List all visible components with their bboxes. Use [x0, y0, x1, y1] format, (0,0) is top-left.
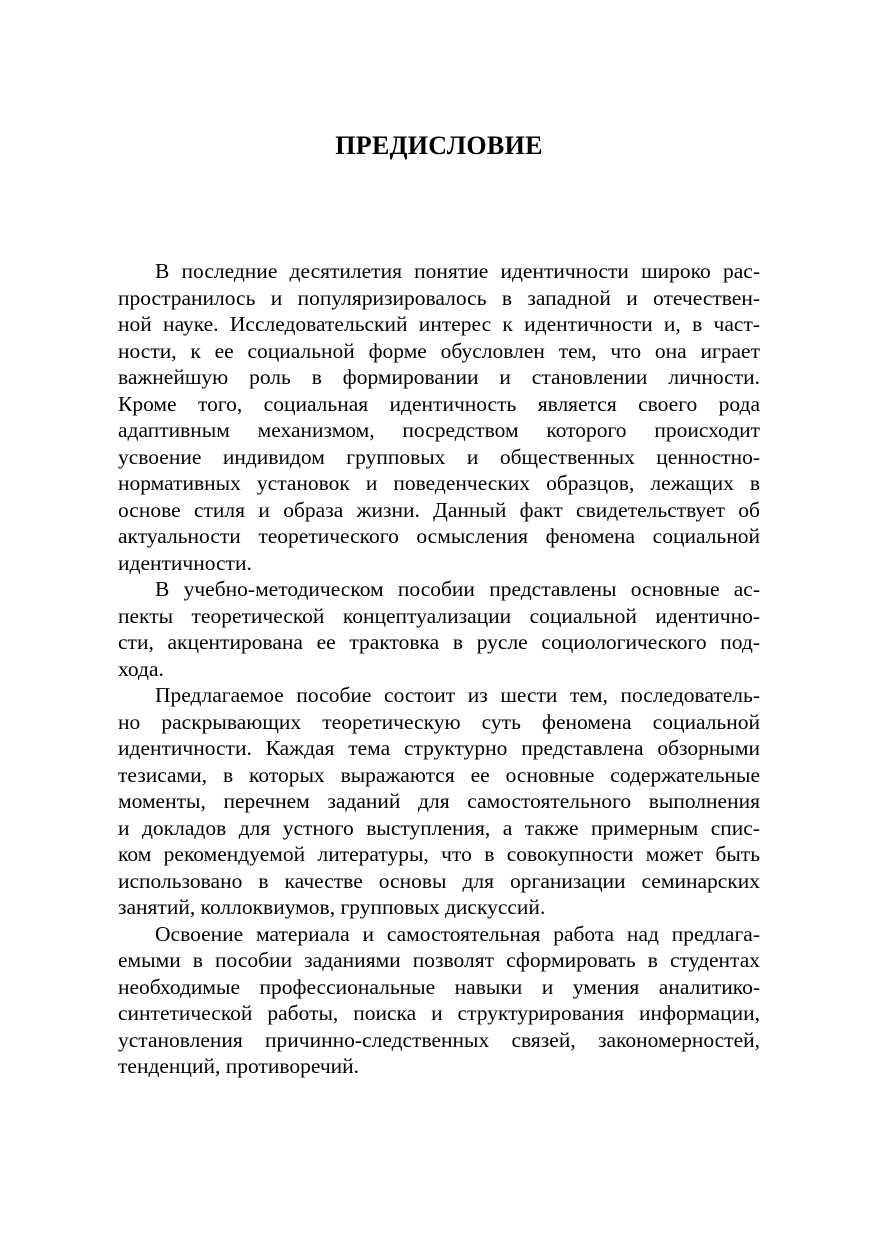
- text-line: хода.: [118, 656, 164, 681]
- text-line: тенденций, противоречий.: [118, 1054, 360, 1078]
- text-line: актуальности теоретического осмысления феномена социальной: [118, 524, 760, 548]
- paragraph: [118, 576, 760, 682]
- paragraph: [118, 682, 760, 921]
- text-line: Кроме того, социальная идентичность является своего рода: [118, 391, 760, 416]
- text-line: В учебно-методическом пособии представлены основные ас-: [155, 577, 760, 601]
- text-line: ком рекомендуемой литературы, что в совокупности может быть: [118, 842, 760, 866]
- preface-body: [118, 258, 760, 1080]
- text-line: необходимые профессиональные навыки и умения аналитико-: [118, 974, 760, 999]
- text-line: использовано в качестве основы для организации семинарских: [118, 868, 760, 893]
- text-line: занятий, коллоквиумов, групповых дискуссий.: [118, 895, 546, 919]
- text-line: Освоение материала и самостоятельная работа над предлага-: [155, 921, 760, 946]
- text-line: адаптивным механизмом, посредством которого происходит: [118, 418, 760, 442]
- paragraph: [118, 258, 760, 576]
- text-line: пространилось и популяризировалось в западной и отечествен-: [118, 285, 760, 310]
- text-line: установления причинно-следственных связей, закономерностей,: [118, 1027, 760, 1052]
- text-line: но раскрывающих теоретическую суть феномена социальной: [118, 709, 760, 734]
- text-line: В последние десятилетия понятие идентичности широко рас-: [155, 259, 760, 283]
- text-line: ности, к ее социальной форме обусловлен тем, что она играет: [118, 338, 760, 363]
- text-line: Предлагаемое пособие состоит из шести тем, последователь-: [155, 683, 760, 707]
- text-line: пекты теоретической концептуализации социальной идентично-: [118, 603, 760, 628]
- text-line: нормативных установок и поведенческих образцов, лежащих в: [118, 471, 760, 495]
- text-line: емыми в пособии заданиями позволят сформировать в студентах: [118, 948, 760, 972]
- text-line: и докладов для устного выступления, а также примерным спис-: [118, 815, 760, 840]
- text-line: важнейшую роль в формировании и становлении личности.: [118, 365, 760, 389]
- text-line: ной науке. Исследовательский интерес к идентичности и, в част-: [118, 312, 760, 336]
- text-line: идентичности. Каждая тема структурно представлена обзорными: [118, 736, 760, 760]
- text-line: тезисами, в которых выражаются ее основные содержательные: [118, 762, 760, 787]
- text-line: усвоение индивидом групповых и общественных ценностно-: [118, 444, 760, 469]
- page-title: ПРЕДИСЛОВИЕ: [335, 131, 543, 160]
- text-line: идентичности.: [118, 550, 252, 575]
- paragraph: [118, 921, 760, 1080]
- text-line: основе стиля и образа жизни. Данный факт свидетельствует об: [118, 497, 760, 522]
- text-line: синтетической работы, поиска и структурирования информации,: [118, 1001, 760, 1025]
- text-line: моменты, перечнем заданий для самостоятельного выполнения: [118, 789, 760, 813]
- text-line: сти, акцентирована ее трактовка в русле социологического под-: [118, 630, 760, 654]
